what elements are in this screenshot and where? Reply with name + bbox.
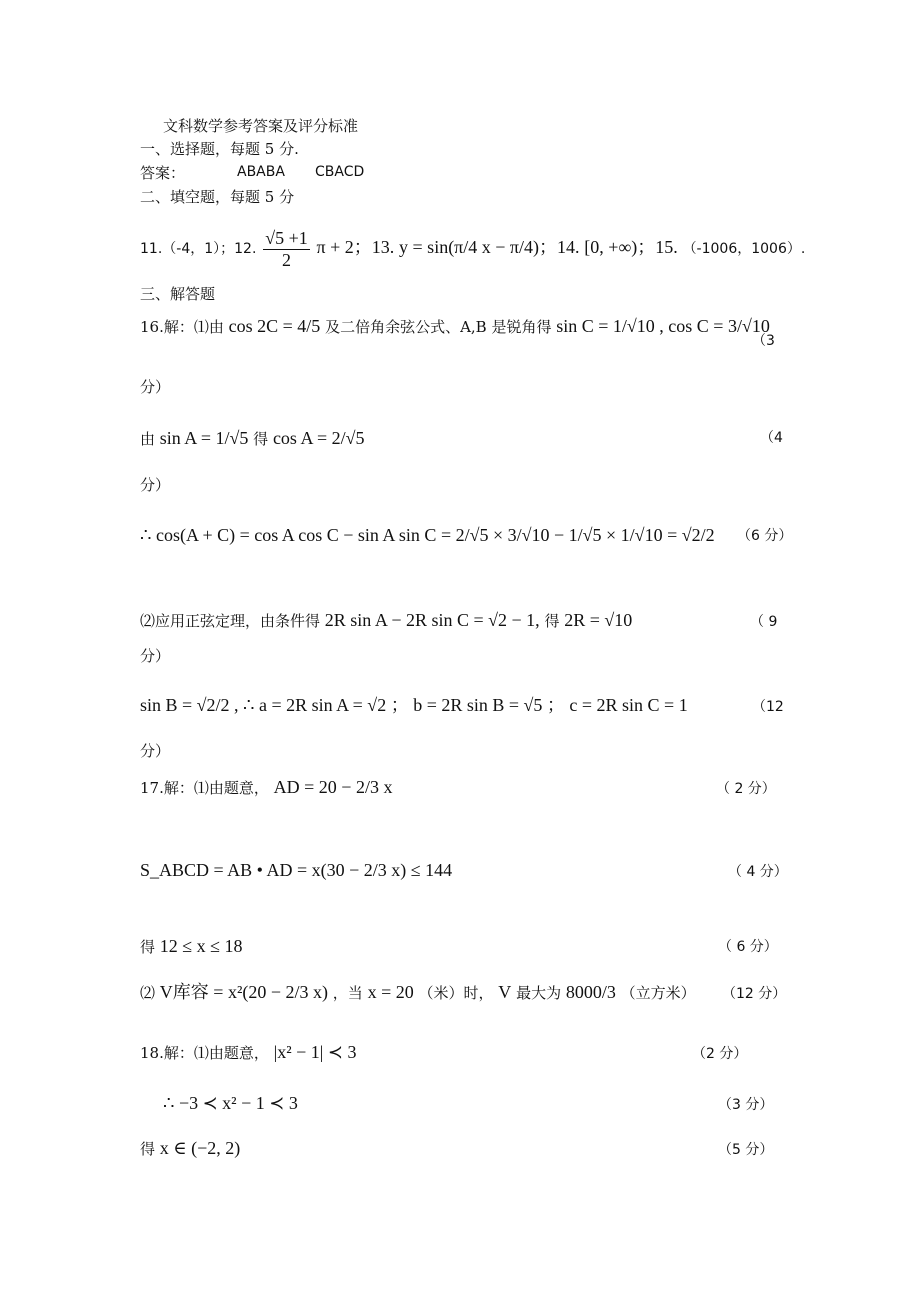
p16-line3 [140, 525, 715, 547]
p16-line2-prefix: 由 [140, 430, 156, 448]
p16-line2-result: cos A = 2/√5 [272, 428, 365, 448]
section3-heading: 三、解答题 [140, 285, 216, 303]
p16-mark3: （6 分） [737, 528, 793, 544]
p16-line4-expr: 2R sin A − 2R sin C = √2 − 1, [324, 610, 540, 630]
p17-line3-expr: 12 ≤ x ≤ 18 [159, 936, 243, 956]
p17-line3-prefix: 得 [140, 938, 156, 956]
fill-q12-tail: π + 2；13. [316, 237, 395, 258]
p18-line1-prefix: 18.解：⑴由题意， [140, 1044, 269, 1062]
p17-mark3: （ 6 分） [718, 939, 778, 955]
p18-line2-expr: ∴ −3 ≺ x² − 1 ≺ 3 [163, 1093, 298, 1113]
fill-q11: 11.（-4，1）；12. [140, 241, 257, 258]
p16-mark2: （4 [760, 430, 783, 446]
p17-mark2: （ 4 分） [728, 864, 788, 880]
p18-line1 [140, 1042, 356, 1064]
p16-mark5: （12 [752, 699, 784, 715]
p16-line1-expr: cos 2C = 4/5 [228, 316, 321, 336]
p17-line4-value: 8000/3 [565, 982, 616, 1002]
section1-heading: 一、选择题，每题 5 分. [140, 140, 299, 158]
p18-mark2: （3 分） [718, 1097, 774, 1113]
p17-line2-expr: S_ABCD = AB • AD = x(30 − 2/3 x) ≤ 144 [140, 860, 453, 880]
p17-mark1: （ 2 分） [716, 781, 776, 797]
p18-line3-prefix: 得 [140, 1140, 156, 1158]
p18-line1-expr: |x² − 1| ≺ 3 [273, 1042, 357, 1062]
fill-q15: （-1006，1006）. [682, 241, 806, 258]
p16-line2 [140, 428, 364, 450]
p16-line4-mid: 得 [544, 612, 560, 630]
p16-line1-mid: 及二倍角余弦公式、A,B 是锐角得 [325, 318, 552, 336]
p18-mark3: （5 分） [718, 1142, 774, 1158]
p17-line4-expr: V库容 = x²(20 − 2/3 x) [159, 982, 328, 1002]
answer-line [140, 164, 365, 182]
p18-line2 [163, 1093, 298, 1115]
p16-mark1: （3 [752, 333, 775, 349]
q12-denominator: 2 [281, 249, 291, 270]
p18-line3-expr: x ∈ (−2, 2) [159, 1138, 241, 1158]
p17-line2 [140, 860, 452, 882]
fill-q13: y = sin(π/4 x − π/4)；14. [399, 237, 580, 258]
fill-q12-fraction [263, 228, 310, 270]
p17-line4-prefix: ⑵ [140, 984, 156, 1002]
p17-line4-unit2: （立方米） [620, 984, 696, 1002]
p16-line1-prefix: 16.解：⑴由 [140, 318, 224, 336]
page-title: 文科数学参考答案及评分标准 [163, 117, 359, 135]
q12-numerator: √5 +1 [265, 228, 308, 248]
p17-line4 [140, 982, 696, 1004]
p17-line1-expr: AD = 20 − 2/3 x [273, 777, 393, 797]
p16-line2-mid: 得 [253, 430, 269, 448]
p17-line1-prefix: 17.解：⑴由题意， [140, 779, 269, 797]
p16-line1-content [140, 316, 780, 366]
p16-line2-expr: sin A = 1/√5 [159, 428, 249, 448]
p17-line4-unit: （米）时， [418, 984, 494, 1002]
p16-mark5-cont: 分） [140, 742, 171, 760]
answers-group-a: ABABA [237, 164, 285, 180]
p17-line4-v: V [498, 982, 512, 1002]
p18-mark1: （2 分） [692, 1046, 748, 1062]
p16-mark1-cont: 分） [140, 378, 171, 396]
p18-line3 [140, 1138, 240, 1160]
p17-line3 [140, 936, 243, 958]
p17-line4-x: x = 20 [367, 982, 414, 1002]
p16-mark2-cont: 分） [140, 476, 171, 494]
p17-mark4: （12 分） [722, 986, 787, 1002]
answer-label: 答案： [140, 164, 186, 182]
fill-answers-line [140, 228, 805, 270]
p17-line4-mid: ，当 [332, 984, 363, 1002]
p16-mark4-cont: 分） [140, 647, 171, 665]
answers-group-b: CBACD [315, 164, 365, 180]
p16-line4 [140, 610, 632, 632]
p16-line4-prefix: ⑵应用正弦定理，由条件得 [140, 612, 321, 630]
p16-mark4: （ 9 [750, 614, 778, 630]
p16-line3-expr: ∴ cos(A + C) = cos A cos C − sin A sin C = 2/√5 × 3/√10 − 1/√5 × 1/√10 = √2/2 [140, 525, 715, 545]
p16-line4-result: 2R = √10 [564, 610, 633, 630]
p16-line1-result: sin C = 1/√10 , cos C = 3/√10 [556, 316, 770, 336]
p17-line1 [140, 777, 392, 799]
fill-q14: [0, +∞)；15. [584, 237, 678, 258]
p16-line5-expr: sin B = √2/2 , ∴ a = 2R sin A = √2 ； b = 2R sin B = √5 ； c = 2R sin C = 1 [140, 695, 688, 715]
section2-heading: 二、填空题，每题 5 分 [140, 188, 295, 206]
p17-line4-max: 最大为 [516, 984, 562, 1002]
p16-line5 [140, 695, 688, 717]
